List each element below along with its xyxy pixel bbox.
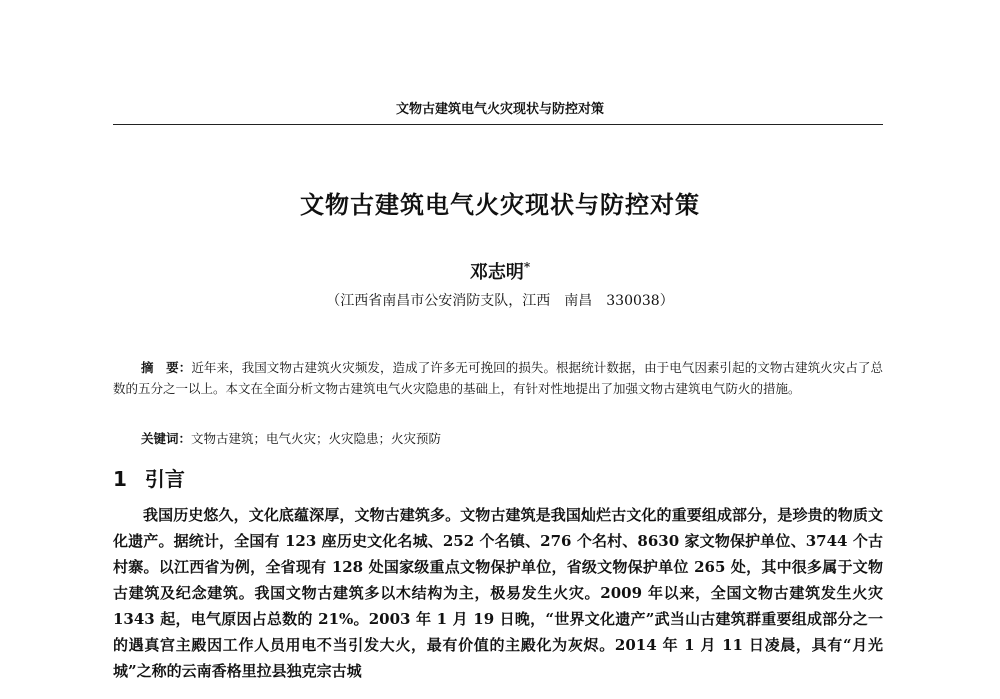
abstract-text: 近年来，我国文物古建筑火灾频发，造成了许多无可挽回的损失。根据统计数据，由于电气因素引起的文物古建筑火灾占了总数的五分之一以上。本文在全面分析文物古建筑电气火灾隐患的基础上，有针对性地提出了加强文物古建筑电气防火的措施。 (113, 360, 883, 396)
body-paragraph: 我国历史悠久，文化底蕴深厚，文物古建筑多。文物古建筑是我国灿烂古文化的重要组成部分，是珍贵的物质文化遗产。据统计，全国有 123 座历史文化名城、252 个名镇、276 个名村、8630 家文物保护单位、3744 个古村寨。以江西省为例，全省现有 128 处国家级重点文物保护单位，省级文物保护单位 265 处，其中很多属于文物古建筑及纪念建筑。我国文物古建筑多以木结构为主，极易发生火灾。2009 年以来，全国文物古建筑发生火灾 1343 起，电气原因占总数的 21%。2003 年 1 月 19 日晚，“世界文化遗产”武当山古建筑群重要组成部分之一的遇真宫主殿因工作人员用电不当引发大火，最有价值的主殿化为灰烬。2014 年 1 月 11 日凌晨，具有“月光城”之称的云南香格里拉县独克宗古城 (113, 506, 883, 680)
section-title: 引言 (144, 467, 185, 491)
author-line (0, 258, 1000, 284)
section-number: 1 (113, 467, 127, 491)
keywords-text: 文物古建筑；电气火灾；火灾隐患；火灾预防 (191, 431, 442, 446)
abstract-label: 摘 要： (141, 360, 192, 375)
paper-title: 文物古建筑电气火灾现状与防控对策 (300, 191, 700, 219)
section-heading (113, 463, 185, 492)
keywords (141, 429, 883, 449)
affiliation: （江西省南昌市公安消防支队，江西 南昌 330038） (326, 293, 674, 309)
author-name: 邓志明 (469, 262, 524, 283)
header-rule (113, 124, 883, 125)
running-head: 文物古建筑电气火灾现状与防控对策 (395, 102, 604, 117)
keywords-label: 关键词： (141, 431, 192, 446)
abstract (113, 357, 883, 399)
author-footnote-mark: * (523, 260, 531, 274)
